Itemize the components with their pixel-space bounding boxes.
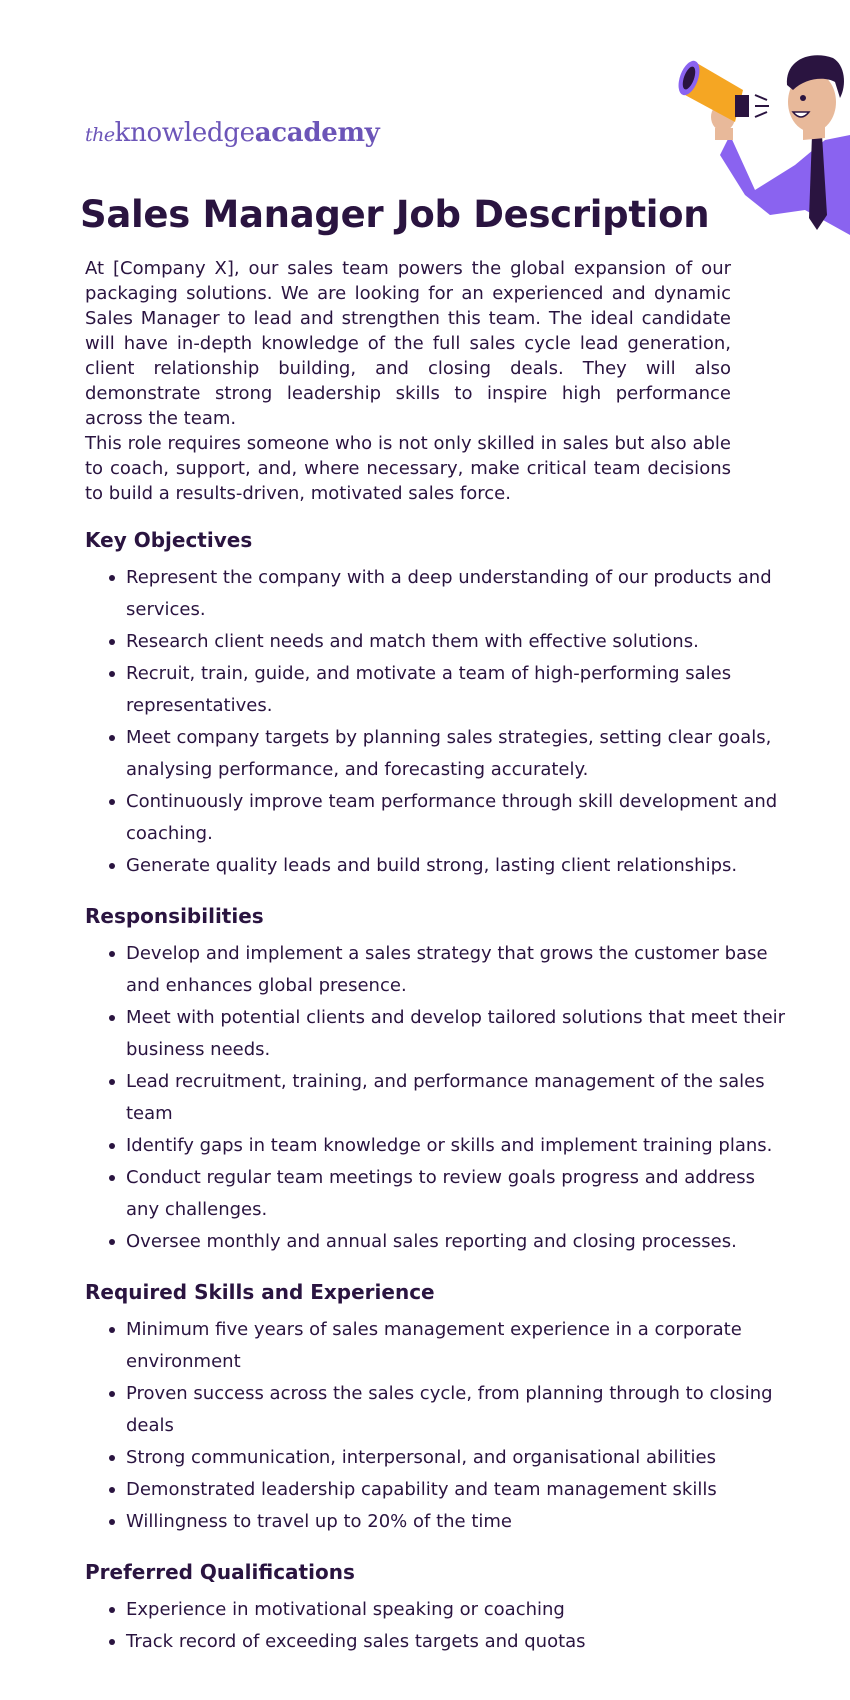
list-item-text: Lead recruitment, training, and performance management of the sales team [126,1071,765,1124]
main-content [85,256,785,1658]
list-item [85,1626,786,1658]
required-skills-list [85,1314,785,1538]
list-item-text: Continuously improve team performance through skill development and coaching. [126,791,778,844]
list-item [85,850,786,882]
list-item [85,1226,786,1258]
bullet-icon [109,1519,115,1525]
bullet-icon [109,671,115,677]
bullet-icon [109,1239,115,1245]
list-item [85,938,786,1002]
bullet-icon [109,575,115,581]
knowledge-academy-logo [85,118,379,148]
list-item [85,1314,786,1378]
bullet-icon [109,1015,115,1021]
list-item-text: Oversee monthly and annual sales reporting and closing processes. [126,1231,737,1252]
section-title: Required Skills and Experience [85,1280,435,1304]
list-item-text: Willingness to travel up to 20% of the time [126,1511,513,1532]
list-item [85,1594,786,1626]
list-item-text: Conduct regular team meetings to review goals progress and address any challenges. [126,1167,755,1220]
section-key-objectives [85,526,785,882]
list-item-text: Generate quality leads and build strong, lasting client relationships. [126,855,738,876]
bullet-icon [109,1487,115,1493]
list-item [85,1506,786,1538]
bullet-icon [109,1639,115,1645]
bullet-icon [109,1143,115,1149]
bullet-icon [109,1175,115,1181]
list-item-text: Minimum five years of sales management experience in a corporate environment [126,1319,742,1372]
responsibilities-list [85,938,785,1258]
section-title: Responsibilities [85,904,264,928]
section-preferred-qualifications [85,1558,785,1658]
list-item-text: Represent the company with a deep understanding of our products and services. [126,567,772,620]
logo-the: the [85,124,115,146]
bullet-icon [109,639,115,645]
list-item [85,1378,786,1442]
preferred-qualifications-list [85,1594,785,1658]
intro [85,256,785,506]
list-item [85,722,786,786]
bullet-icon [109,951,115,957]
list-item-text: Proven success across the sales cycle, from planning through to closing deals [126,1383,773,1436]
list-item [85,1002,786,1066]
bullet-icon [109,863,115,869]
list-item [85,658,786,722]
list-item-text: Meet with potential clients and develop tailored solutions that meet their business needs. [126,1007,786,1060]
intro-paragraph-1: At [Company X], our sales team powers the global expansion of our packaging solutions. We are looking for an experienced and dynamic Sales Manager to lead and strengthen this team. The ideal candidate will have in-depth knowledge of the full sales cycle lead generation, client relationship building, and closing deals. They will also demonstrate strong leadership skills to inspire high performance across the team. [85,258,731,429]
bullet-icon [109,735,115,741]
logo-academy: academy [254,118,380,148]
section-title: Preferred Qualifications [85,1560,355,1584]
list-item [85,1442,786,1474]
list-item [85,1130,786,1162]
list-item-text: Identify gaps in team knowledge or skills and implement training plans. [126,1135,773,1156]
bullet-icon [109,799,115,805]
list-item-text: Develop and implement a sales strategy that grows the customer base and enhances global presence. [126,943,768,996]
bullet-icon [109,1607,115,1613]
list-item [85,562,786,626]
list-item-text: Meet company targets by planning sales strategies, setting clear goals, analysing performance, and forecasting accurately. [126,727,772,780]
list-item-text: Demonstrated leadership capability and team management skills [126,1479,717,1500]
list-item [85,1066,786,1130]
bullet-icon [109,1455,115,1461]
intro-paragraph-2: This role requires someone who is not only skilled in sales but also able to coach, support, and, where necessary, make critical team decisions to build a results-driven, motivated sales force. [85,433,731,504]
bullet-icon [109,1391,115,1397]
section-title: Key Objectives [85,528,253,552]
list-item-text: Strong communication, interpersonal, and organisational abilities [126,1447,716,1468]
bullet-icon [109,1327,115,1333]
list-item-text: Experience in motivational speaking or coaching [126,1599,565,1620]
section-responsibilities [85,902,785,1258]
key-objectives-list [85,562,785,882]
list-item [85,786,786,850]
list-item [85,626,786,658]
list-item-text: Research client needs and match them with effective solutions. [126,631,699,652]
list-item-text: Recruit, train, guide, and motivate a team of high-performing sales representatives. [126,663,732,716]
list-item [85,1162,786,1226]
list-item [85,1474,786,1506]
bullet-icon [109,1079,115,1085]
logo-knowledge: knowledge [114,118,255,148]
page-title: Sales Manager Job Description [80,193,710,236]
list-item-text: Track record of exceeding sales targets and quotas [126,1631,586,1652]
section-required-skills [85,1278,785,1538]
